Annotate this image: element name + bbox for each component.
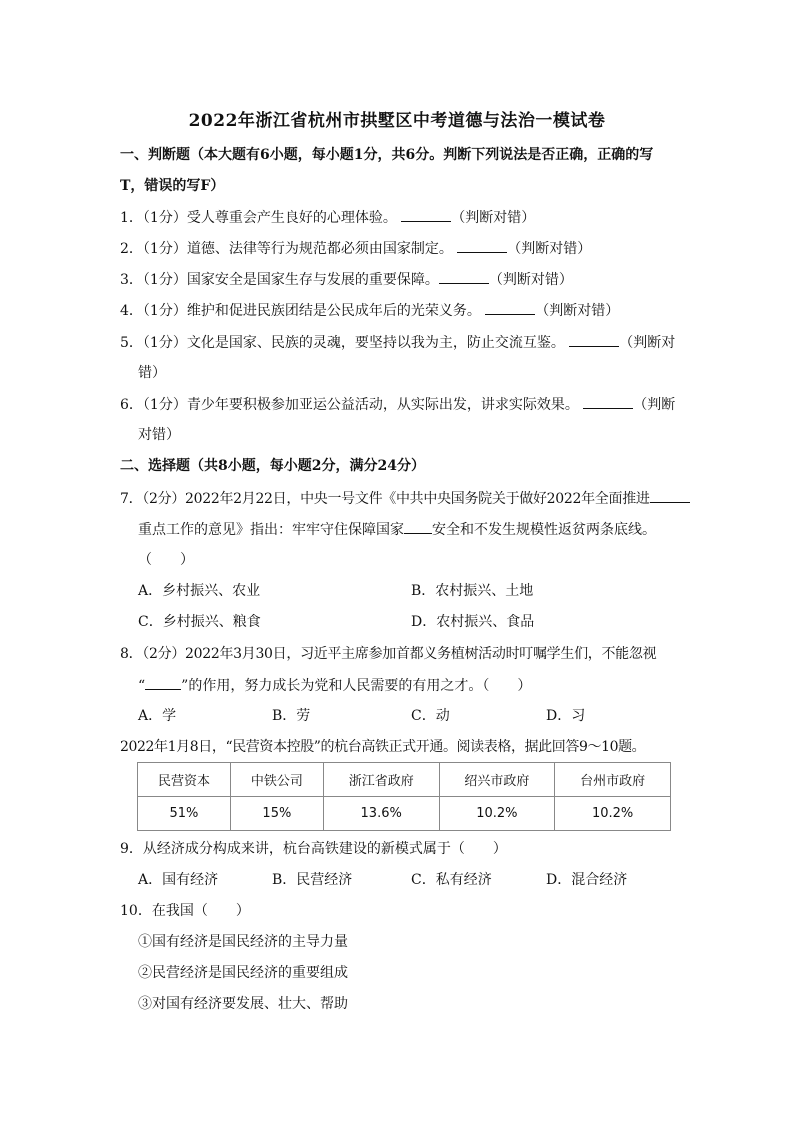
question-8-line2a: “ (138, 678, 146, 694)
table-cell: 13.6% (323, 797, 439, 831)
question-10: 10．在我国（ ） (120, 903, 250, 919)
question-5-cont: 错） (138, 365, 166, 381)
table-header-cell: 台州市政府 (555, 763, 671, 797)
reading-intro: 2022年1月8日，“民营资本控股”的杭台高铁正式开通。阅读表格，据此回答9～10题。 (120, 739, 646, 755)
q9-option-c: C．私有经济 (411, 872, 492, 888)
q10-statement-1: ①国有经济是国民经济的主导力量 (138, 934, 348, 950)
q7-option-b: B．农村振兴、土地 (411, 583, 534, 599)
section2-heading: 二、选择题（共8小题，每小题2分，满分24分） (120, 458, 425, 474)
table-row (138, 797, 671, 831)
answer-blank (583, 394, 633, 409)
shareholding-table (137, 762, 671, 831)
table-cell: 10.2% (439, 797, 555, 831)
question-7-line2b: 安全和不发生规模性返贫两条底线。 (432, 522, 656, 538)
answer-blank (404, 519, 432, 534)
question-8-cont (138, 675, 698, 696)
section1-heading-cont: T，错误的写F） (120, 178, 225, 194)
question-5-text: 5．（1分）文化是国家、民族的灵魂，要坚持以我为主，防止交流互鉴。 (120, 335, 565, 351)
q9-option-b: B．民营经济 (272, 872, 353, 888)
question-6-cont: 对错） (138, 427, 180, 443)
question-8: 8．（2分）2022年3月30日，习近平主席参加首都义务植树活动时叮嘱学生们，不能忽视 (120, 646, 657, 662)
question-5-tail: （判断对 (619, 335, 676, 351)
question-6 (120, 394, 680, 415)
question-2-text: 2．（1分）道德、法律等行为规范都必须由国家制定。 (120, 241, 453, 257)
question-4-text: 4．（1分）维护和促进民族团结是公民成年后的光荣义务。 (120, 303, 481, 319)
question-2-tail: （判断对错） (507, 241, 592, 257)
table-cell: 10.2% (555, 797, 671, 831)
table-header-cell: 民营资本 (138, 763, 231, 797)
question-9: 9．从经济成分构成来讲，杭台高铁建设的新模式属于（ ） (120, 841, 507, 857)
question-3-tail: （判断对错） (488, 272, 573, 288)
table-header-cell: 绍兴市政府 (439, 763, 555, 797)
table-header-cell: 浙江省政府 (323, 763, 439, 797)
answer-blank (457, 238, 507, 253)
q8-option-d: D．习 (546, 708, 586, 724)
answer-blank (401, 207, 451, 222)
table-header-cell: 中铁公司 (230, 763, 323, 797)
question-7 (120, 488, 680, 509)
question-3 (120, 269, 680, 290)
question-2 (120, 238, 680, 259)
question-6-text: 6．（1分）青少年要积极参加亚运公益活动，从实际出发，讲求实际效果。 (120, 397, 579, 413)
question-4 (120, 300, 680, 321)
q10-statement-2: ②民营经济是国民经济的重要组成 (138, 965, 348, 981)
question-7-line1: 7．（2分）2022年2月22日，中央一号文件《中共中央国务院关于做好2022年全面推进 (120, 491, 650, 507)
question-7-line2a: 重点工作的意见》指出：牢牢守住保障国家 (138, 522, 404, 538)
q7-option-a: A．乡村振兴、农业 (138, 583, 261, 599)
q8-option-c: C．动 (411, 708, 450, 724)
answer-blank (569, 332, 619, 347)
question-4-tail: （判断对错） (535, 303, 620, 319)
q8-option-b: B．劳 (272, 708, 311, 724)
table-cell: 51% (138, 797, 231, 831)
table-cell: 15% (230, 797, 323, 831)
answer-blank (485, 300, 535, 315)
q10-statement-3: ③对国有经济要发展、壮大、帮助 (138, 996, 348, 1012)
question-8-line2b: ”的作用，努力成长为党和人民需要的有用之才。（ ） (181, 678, 532, 694)
answer-blank (650, 488, 690, 503)
table-header-row (138, 763, 671, 797)
q9-option-d: D．混合经济 (546, 872, 628, 888)
question-1-tail: （判断对错） (451, 210, 536, 226)
q9-option-a: A．国有经济 (138, 872, 219, 888)
question-1-text: 1．（1分）受人尊重会产生良好的心理体验。 (120, 210, 397, 226)
answer-blank (145, 675, 181, 690)
question-1 (120, 207, 680, 228)
section1-heading: 一、判断题（本大题有6小题，每小题1分，共6分。判断下列说法是否正确，正确的写 (120, 147, 654, 163)
question-6-tail: （判断 (633, 397, 676, 413)
q8-option-a: A．学 (138, 708, 177, 724)
answer-blank (439, 269, 489, 284)
q7-option-c: C．乡村振兴、粮食 (138, 614, 261, 630)
q7-option-d: D．农村振兴、食品 (411, 614, 535, 630)
question-5 (120, 332, 680, 353)
question-7-cont (138, 519, 698, 540)
question-3-text: 3．（1分）国家安全是国家生存与发展的重要保障。 (120, 272, 439, 288)
question-7-paren: （ ） (138, 552, 194, 568)
exam-title: 2022年浙江省杭州市拱墅区中考道德与法治一模试卷 (188, 111, 606, 131)
